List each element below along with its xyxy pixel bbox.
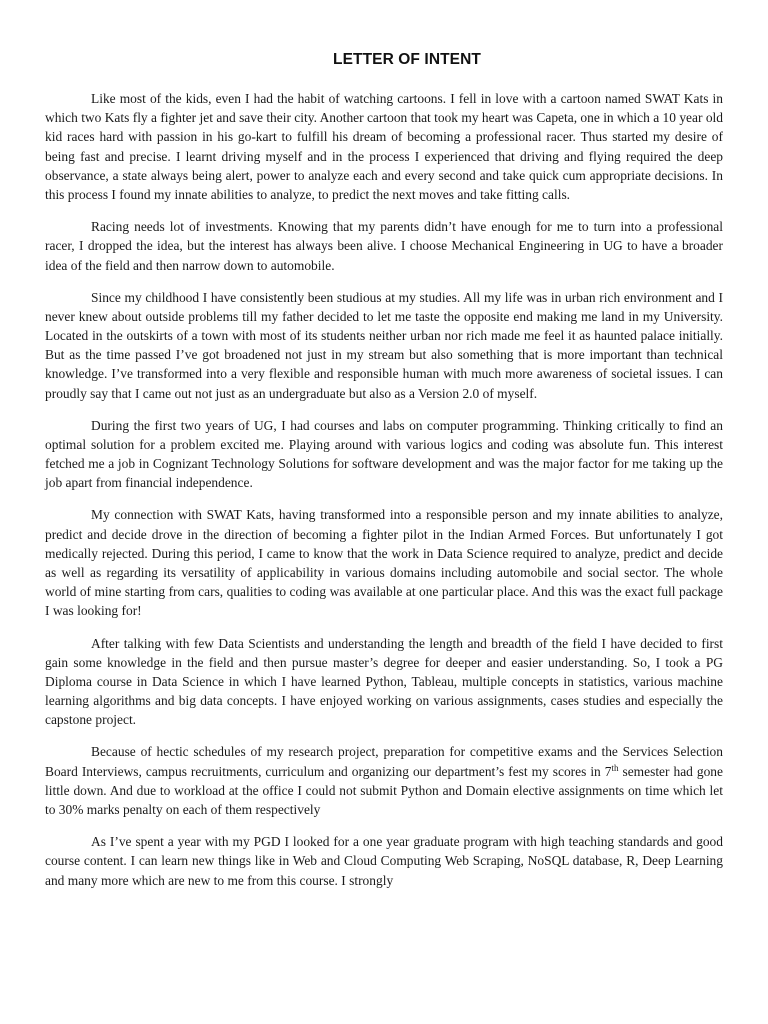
paragraph-1: Like most of the kids, even I had the habit of watching cartoons. I fell in love with a cartoon named SWAT Kats in which two Kats fly a fighter jet and save their city. Another cartoon that took my heart was Capeta, one in which a 10 year old kid races hard with passion in his go-kart to fulfill his dream of becoming a professional racer. Thus started my desire of being fast and precise. I learnt driving myself and in the process I experienced that driving and flying required the deep observance, a state always being alert, power to analyze each and every second and take quick cum appropriate decisions. In this process I found my innate abilities to analyze, to predict the next moves and take fitting calls. xyxy=(45,91,723,203)
paragraph-4: During the first two years of UG, I had courses and labs on computer programming. Thinking critically to find an optimal solution for a problem excited me. Playing around with various logics and coding was absolute fun. This interest fetched me a job in Cognizant Technology Solutions for software development and was the major factor for me taking up the job apart from financial independence. xyxy=(45,417,723,491)
paragraph-7-start: Because of hectic schedules of my research project, preparation for competitive exams and the Services Selection Board Interviews, campus recruitments, curriculum and organizing our department’s fest my scores in 7 xyxy=(45,744,723,779)
document-title: LETTER OF INTENT xyxy=(333,51,481,68)
ordinal-suffix: th xyxy=(611,762,619,773)
letter-body xyxy=(45,89,723,903)
paragraph-3: Since my childhood I have consistently been studious at my studies. All my life was in urban rich environment and I never knew about outside problems till my father decided to let me taste the opposite end making me land in my University. Located in the outskirts of a town with most of its students neither urban nor rich made me feel it as haunted palace initially. But as the time passed I’ve got broadened not just in my stream but also something that is more important than technical knowledge. I’ve transformed into a very flexible and responsible human with much more awareness of societal issues. I can proudly say that I came out not just as an undergraduate but also as a Version 2.0 of myself. xyxy=(45,289,723,401)
paragraph-5: My connection with SWAT Kats, having transformed into a responsible person and my innate abilities to analyze, predict and decide drove in the direction of becoming a fighter pilot in the Indian Armed Forces. But unfortunately I got medically rejected. During this period, I came to know that the work in Data Science required to analyze, predict and decide as well as regarding its versatility of applicability in various domains including automobile and social sector. The whole world of mine starting from cars, qualities to coding was available at one particular place. And this was the exact full package I was looking for! xyxy=(45,507,723,619)
paragraph-7 xyxy=(45,742,723,819)
paragraph-7-end: semester had gone little down. And due to workload at the office I could not submit Python and Domain elective assignments on time which let to 30% marks penalty on each of them respectively xyxy=(45,763,723,818)
paragraph-2: Racing needs lot of investments. Knowing that my parents didn’t have enough for me to turn into a professional racer, I dropped the idea, but the interest has always been alive. I choose Mechanical Engineering in UG to have a broader idea of the field and then narrow down to automobile. xyxy=(45,219,723,273)
paragraph-8: As I’ve spent a year with my PGD I looked for a one year graduate program with high teaching standards and good course content. I can learn new things like in Web and Cloud Computing Web Scraping, NoSQL database, R, Deep Learning and many more which are new to me from this course. I strongly xyxy=(45,834,723,888)
paragraph-6: After talking with few Data Scientists and understanding the length and breadth of the field I have decided to first gain some knowledge in the field and then pursue master’s degree for deeper and easier understanding. So, I took a PG Diploma course in Data Science in which I have learned Python, Tableau, multiple concepts in statistics, various machine learning algorithms and big data concepts. I have enjoyed working on various assignments, cases studies and especially the capstone project. xyxy=(45,635,723,728)
